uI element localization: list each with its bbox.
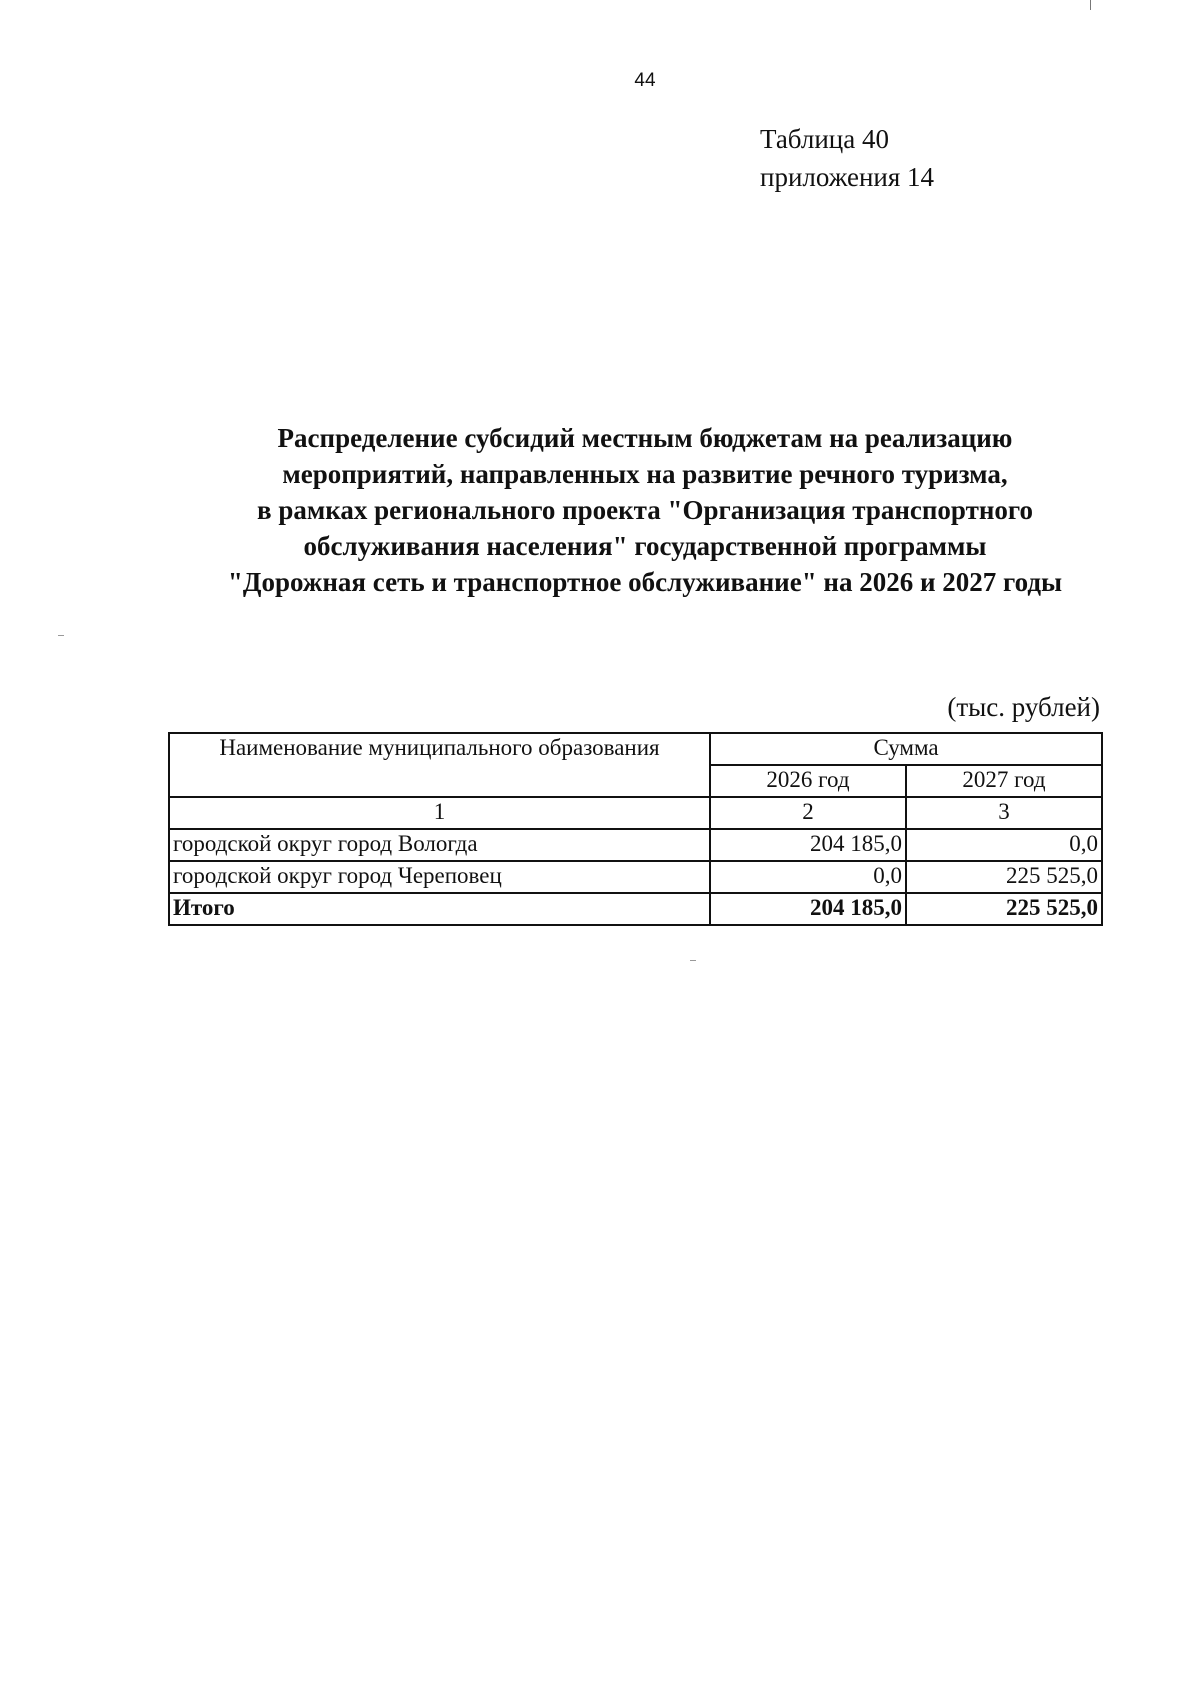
column-number-2: 2 <box>710 797 906 829</box>
scan-speck <box>58 635 64 636</box>
row-value-2026: 0,0 <box>710 861 906 893</box>
table-reference <box>760 120 934 196</box>
header-sum: Сумма <box>710 733 1102 765</box>
row-municipality-name: городской округ город Череповец <box>169 861 710 893</box>
table-row <box>169 829 1102 861</box>
column-number-1: 1 <box>169 797 710 829</box>
title-line-5: "Дорожная сеть и транспортное обслуживание" на 2026 и 2027 годы <box>227 567 1063 597</box>
title-line-3: в рамках регионального проекта "Организация транспортного <box>257 495 1033 525</box>
header-year-2026: 2026 год <box>710 765 906 797</box>
total-row <box>169 893 1102 925</box>
header-municipality: Наименование муниципального образования <box>169 733 710 797</box>
scan-speck <box>690 960 696 961</box>
column-numbers-row <box>169 797 1102 829</box>
table-header-row-1 <box>169 733 1102 765</box>
scan-edge-mark <box>1090 0 1091 10</box>
row-municipality-name: городской округ город Вологда <box>169 829 710 861</box>
table-reference-line-1: Таблица 40 <box>760 124 889 154</box>
row-value-2027: 225 525,0 <box>906 861 1102 893</box>
total-label: Итого <box>169 893 710 925</box>
column-number-3: 3 <box>906 797 1102 829</box>
page-number: 44 <box>634 70 656 91</box>
total-value-2027: 225 525,0 <box>906 893 1102 925</box>
total-value-2026: 204 185,0 <box>710 893 906 925</box>
title-line-4: обслуживания населения" государственной программы <box>303 531 987 561</box>
title-line-1: Распределение субсидий местным бюджетам на реализацию <box>277 423 1013 453</box>
header-year-2027: 2027 год <box>906 765 1102 797</box>
table-row <box>169 861 1102 893</box>
row-value-2026: 204 185,0 <box>710 829 906 861</box>
document-title <box>120 420 1170 600</box>
title-line-2: мероприятий, направленных на развитие речного туризма, <box>282 459 1008 489</box>
table-reference-line-2: приложения 14 <box>760 162 935 192</box>
row-value-2027: 0,0 <box>906 829 1102 861</box>
subsidy-table <box>168 732 1103 926</box>
units-label: (тыс. рублей) <box>947 692 1100 722</box>
